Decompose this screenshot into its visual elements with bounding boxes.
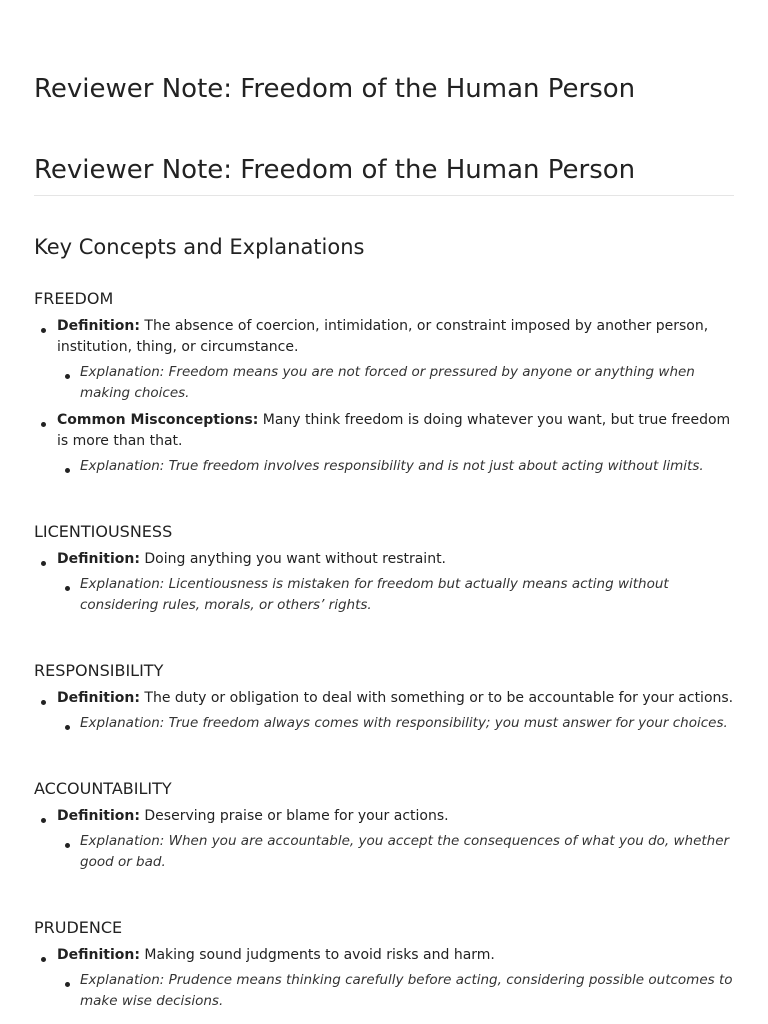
concept-heading: FREEDOM bbox=[34, 289, 114, 308]
concept-list bbox=[34, 688, 734, 734]
concept-responsibility bbox=[34, 620, 734, 734]
item-term: Definition: bbox=[57, 947, 140, 963]
section-heading: Key Concepts and Explanations bbox=[34, 235, 365, 259]
item-term: Definition: bbox=[57, 808, 140, 824]
sub-list bbox=[57, 574, 734, 616]
list-item bbox=[34, 945, 734, 1012]
concept-accountability bbox=[34, 738, 734, 873]
concept-heading: ACCOUNTABILITY bbox=[34, 779, 172, 798]
item-term: Definition: bbox=[57, 690, 140, 706]
concept-licentiousness bbox=[34, 481, 734, 616]
concept-list bbox=[34, 316, 734, 477]
list-item bbox=[34, 549, 734, 616]
concept-freedom bbox=[34, 261, 734, 477]
list-item bbox=[34, 806, 734, 873]
item-text: Deserving praise or blame for your actions. bbox=[139, 808, 449, 824]
explanation-item: Explanation: Prudence means thinking carefully before acting, considering possible outcomes to make wise decisions. bbox=[57, 970, 734, 1012]
sub-list bbox=[57, 362, 734, 404]
item-text: Many think freedom is doing whatever you want, but true freedom is more than that. bbox=[57, 412, 731, 449]
explanation-item: Explanation: When you are accountable, you accept the consequences of what you do, whether good or bad. bbox=[57, 831, 734, 873]
document-title: Reviewer Note: Freedom of the Human Person bbox=[34, 106, 734, 196]
explanation-item: Explanation: True freedom always comes with responsibility; you must answer for your choices. bbox=[57, 713, 734, 734]
explanation-item: Explanation: True freedom involves responsibility and is not just about acting without limits. bbox=[57, 456, 734, 477]
sub-list bbox=[57, 713, 734, 734]
item-text: Making sound judgments to avoid risks and harm. bbox=[139, 947, 495, 963]
explanation-item: Explanation: Licentiousness is mistaken for freedom but actually means acting without considering rules, morals, or others’ rights. bbox=[57, 574, 734, 616]
item-text: The absence of coercion, intimidation, or constraint imposed by another person, institution, thing, or circumstance. bbox=[57, 318, 709, 355]
concept-prudence bbox=[34, 877, 734, 1012]
concept-heading: PRUDENCE bbox=[34, 918, 123, 937]
list-item bbox=[34, 410, 734, 477]
explanation-item: Explanation: Freedom means you are not forced or pressured by anyone or anything when making choices. bbox=[57, 362, 734, 404]
concept-heading: RESPONSIBILITY bbox=[34, 661, 164, 680]
sub-list bbox=[57, 456, 734, 477]
concept-list bbox=[34, 549, 734, 616]
sub-list bbox=[57, 970, 734, 1012]
item-term: Definition: bbox=[57, 551, 140, 567]
page-title: Reviewer Note: Freedom of the Human Person bbox=[34, 74, 636, 104]
item-term: Common Misconceptions: bbox=[57, 412, 259, 428]
list-item bbox=[34, 316, 734, 404]
sub-list bbox=[57, 831, 734, 873]
concept-list bbox=[34, 945, 734, 1012]
concept-list bbox=[34, 806, 734, 873]
concept-heading: LICENTIOUSNESS bbox=[34, 522, 173, 541]
item-term: Definition: bbox=[57, 318, 140, 334]
item-text: Doing anything you want without restraint. bbox=[139, 551, 447, 567]
list-item bbox=[34, 688, 734, 734]
item-text: The duty or obligation to deal with something or to be accountable for your actions. bbox=[139, 690, 734, 706]
